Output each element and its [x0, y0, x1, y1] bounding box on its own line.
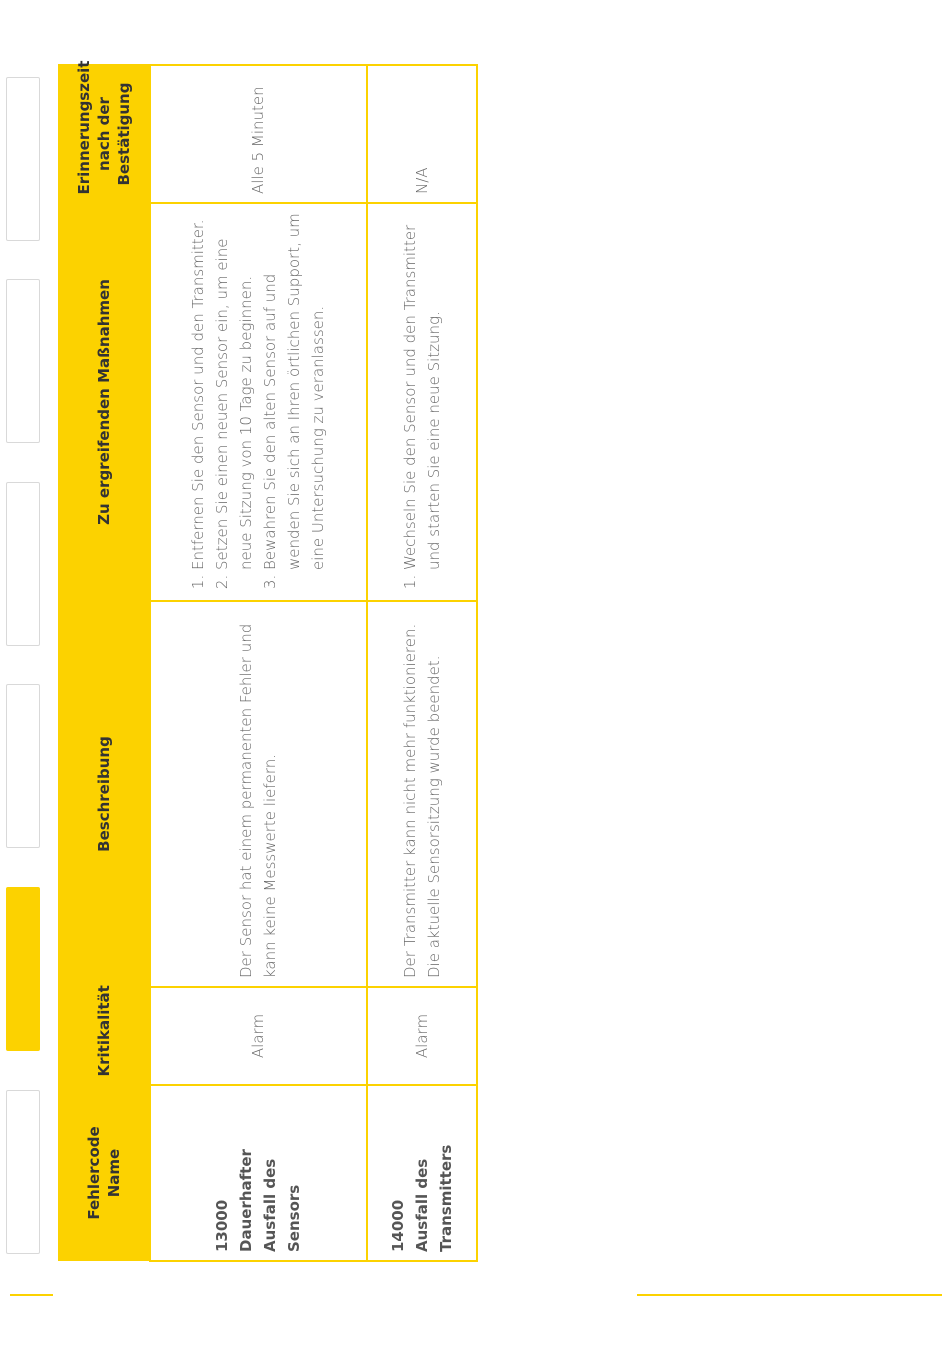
- header-code: Fehlercode Name: [58, 1085, 150, 1261]
- criticality-cell: Alarm: [150, 987, 367, 1085]
- table-row: [150, 65, 367, 1261]
- actions-list: [186, 212, 330, 592]
- error-table-container: [58, 60, 478, 1262]
- header-reminder: Erinnerungszeit nach der Bestätigung: [58, 65, 150, 203]
- action-step: 3. Bewahren Sie den alten Sensor auf und wenden Sie sich an Ihren örtlichen Support, um eine Untersuchung zu veranlassen.: [258, 212, 330, 570]
- action-step: 1. Wechseln Sie den Sensor und den Transmitter und starten Sie eine neue Sitzung.: [398, 212, 446, 570]
- actions-list: [398, 212, 446, 592]
- footer-line-left: [10, 1294, 53, 1296]
- footer-line-right: [637, 1294, 942, 1296]
- description-cell: Der Sensor hat einem permanenten Fehler und kann keine Messwerte liefern.: [150, 601, 367, 987]
- criticality-cell: Alarm: [367, 987, 477, 1085]
- header-actions: Zu ergreifenden Maßnahmen: [58, 203, 150, 601]
- actions-cell: [150, 203, 367, 601]
- code-cell: [367, 1085, 477, 1261]
- side-tab-2[interactable]: [6, 279, 40, 443]
- action-step: 2. Setzen Sie einen neuen Sensor ein, um eine neue Sitzung von 10 Tage zu beginnen.: [210, 212, 258, 570]
- error-code: 14000: [388, 1199, 407, 1252]
- reminder-cell: Alle 5 Minuten: [150, 65, 367, 203]
- table-row: [367, 65, 477, 1261]
- side-tab-6[interactable]: [6, 1090, 40, 1254]
- action-step: 1. Entfernen Sie den Sensor und den Transmitter.: [186, 212, 210, 570]
- side-tab-1[interactable]: [6, 77, 40, 241]
- error-name: Dauerhafter Ausfall des Sensors: [237, 1149, 304, 1252]
- reminder-cell: N/A: [367, 65, 477, 203]
- header-description: Beschreibung: [58, 601, 150, 987]
- header-criticality: Kritikalität: [58, 987, 150, 1085]
- description-cell: Der Transmitter kann nicht mehr funktionieren. Die aktuelle Sensorsitzung wurde beendet.: [367, 601, 477, 987]
- error-table: [58, 60, 478, 1262]
- actions-cell: [367, 203, 477, 601]
- side-tab-3[interactable]: [6, 482, 40, 646]
- side-tab-4[interactable]: [6, 684, 40, 848]
- table-header-row: [58, 65, 150, 1261]
- error-code: 13000: [213, 1199, 232, 1252]
- code-cell: [150, 1085, 367, 1261]
- side-tab-active[interactable]: [6, 887, 40, 1051]
- error-name: Ausfall des Transmitters: [412, 1144, 455, 1252]
